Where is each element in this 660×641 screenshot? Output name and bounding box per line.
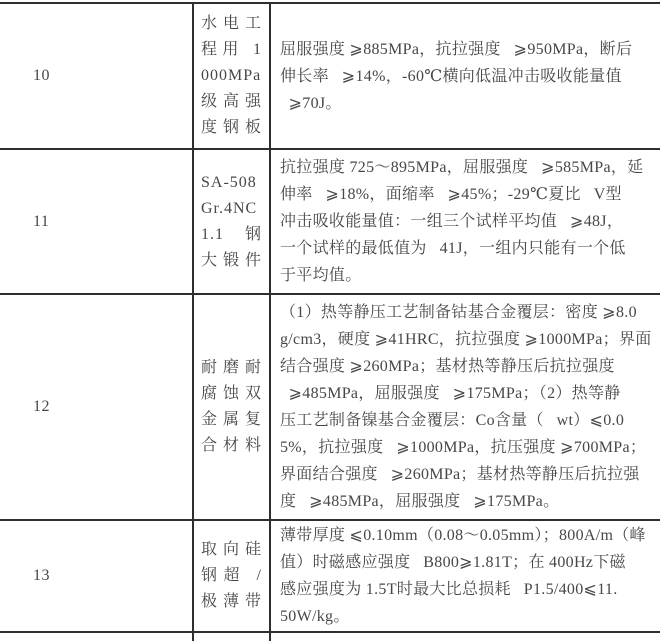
text-line: ⩾70J。 [280, 94, 342, 112]
text-line: 000MPa [201, 67, 262, 84]
table-row [0, 293, 660, 519]
text-line: 度钢板 [201, 119, 262, 136]
table-row [0, 519, 660, 631]
material-spec-table [0, 2, 660, 641]
text-line: Gr.4NC [201, 199, 258, 217]
text-line: 级高强 [201, 93, 262, 110]
text-line: 取向硅 [201, 541, 262, 558]
text-line: 度 ⩾485MPa，屈服强度 ⩾175MPa。 [280, 493, 560, 510]
cell-spec-text [271, 633, 660, 641]
cell-spec-text [271, 150, 660, 293]
cell-spec-text [271, 295, 660, 519]
row-number: 12 [33, 398, 50, 415]
text-line: ⩾485MPa，屈服强度 ⩾175MPa；（2）热等静 [280, 385, 621, 402]
text-line: 合材料 [201, 437, 262, 454]
table-row [0, 2, 660, 148]
text-line: 抗拉强度 725～895MPa，屈服强度 ⩾585MPa，延 [280, 159, 644, 176]
text-line: 感应强度为 1.5T时最大比总损耗 P1.5/400⩽11. [280, 581, 618, 598]
text-line: 钢超 / [201, 567, 262, 584]
text-line: SA-508 [201, 173, 257, 191]
cell-spec-text [271, 521, 660, 631]
text-line: 界面结合强度 ⩾260MPa；基材热等静压后抗拉强 [280, 466, 640, 483]
text-line: 值）时磁感应强度 B800⩾1.81T；在 400Hz下磁 [280, 554, 626, 571]
text-line: 极薄带 [201, 593, 262, 610]
table-row [0, 148, 660, 293]
text-line: 耐磨耐 [201, 359, 262, 376]
cell-material-name [194, 521, 271, 631]
row-number: 13 [33, 567, 50, 584]
text-line: 伸长率 ⩾14%，-60℃横向低温冲击吸收能量值 [280, 67, 622, 85]
text-line: 于平均值。 [280, 267, 362, 284]
text-line: 结合强度 ⩾260MPa；基材热等静压后抗拉强度 [280, 358, 615, 375]
text-line: 冲击吸收能量值：一组三个试样平均值 ⩾48J， [280, 213, 624, 230]
text-line: 压工艺制备镍基合金覆层：Co含量（ wt）⩽0.0 [280, 412, 625, 429]
cell-row-number [0, 633, 194, 641]
text-line: g/cm3，硬度 ⩾41HRC，抗拉强度 ⩾1000MPa；界面 [280, 331, 652, 348]
text-line: 屈服强度 ⩾885MPa，抗拉强度 ⩾950MPa，断后 [280, 40, 633, 58]
cell-spec-text [271, 4, 660, 148]
text-line: 薄带厚度 ⩽0.10mm（0.08～0.05mm）；800A/m（峰 [280, 527, 646, 544]
text-line: 金属复 [201, 411, 262, 428]
table-row-partial [0, 631, 660, 641]
cell-material-name [194, 633, 271, 641]
cell-material-name [194, 295, 271, 519]
row-number: 11 [33, 212, 50, 230]
cell-row-number [0, 521, 194, 631]
text-line: 水电工 [201, 15, 262, 32]
text-line: 大锻件 [201, 251, 262, 269]
text-line: 伸率 ⩾18%，面缩率 ⩾45%；-29℃夏比 V型 [280, 186, 622, 203]
cell-row-number [0, 295, 194, 519]
text-line: 5%，抗拉强度 ⩾1000MPa，抗压强度 ⩾700MPa； [280, 439, 647, 456]
text-line: 50W/kg。 [280, 608, 350, 625]
cell-row-number [0, 150, 194, 293]
text-line: 1.1 钢 [201, 225, 262, 243]
text-line: 程用 1 [201, 41, 262, 58]
cell-material-name [194, 4, 271, 148]
row-number: 10 [33, 67, 50, 84]
cell-material-name [194, 150, 271, 293]
text-line: （1）热等静压工艺制备钴基合金覆层：密度 ⩾8.0 [280, 304, 637, 321]
text-line: 腐蚀双 [201, 385, 262, 402]
text-line: 一个试样的最低值为 41J，一组内只能有一个低 [280, 240, 626, 257]
cell-row-number [0, 4, 194, 148]
